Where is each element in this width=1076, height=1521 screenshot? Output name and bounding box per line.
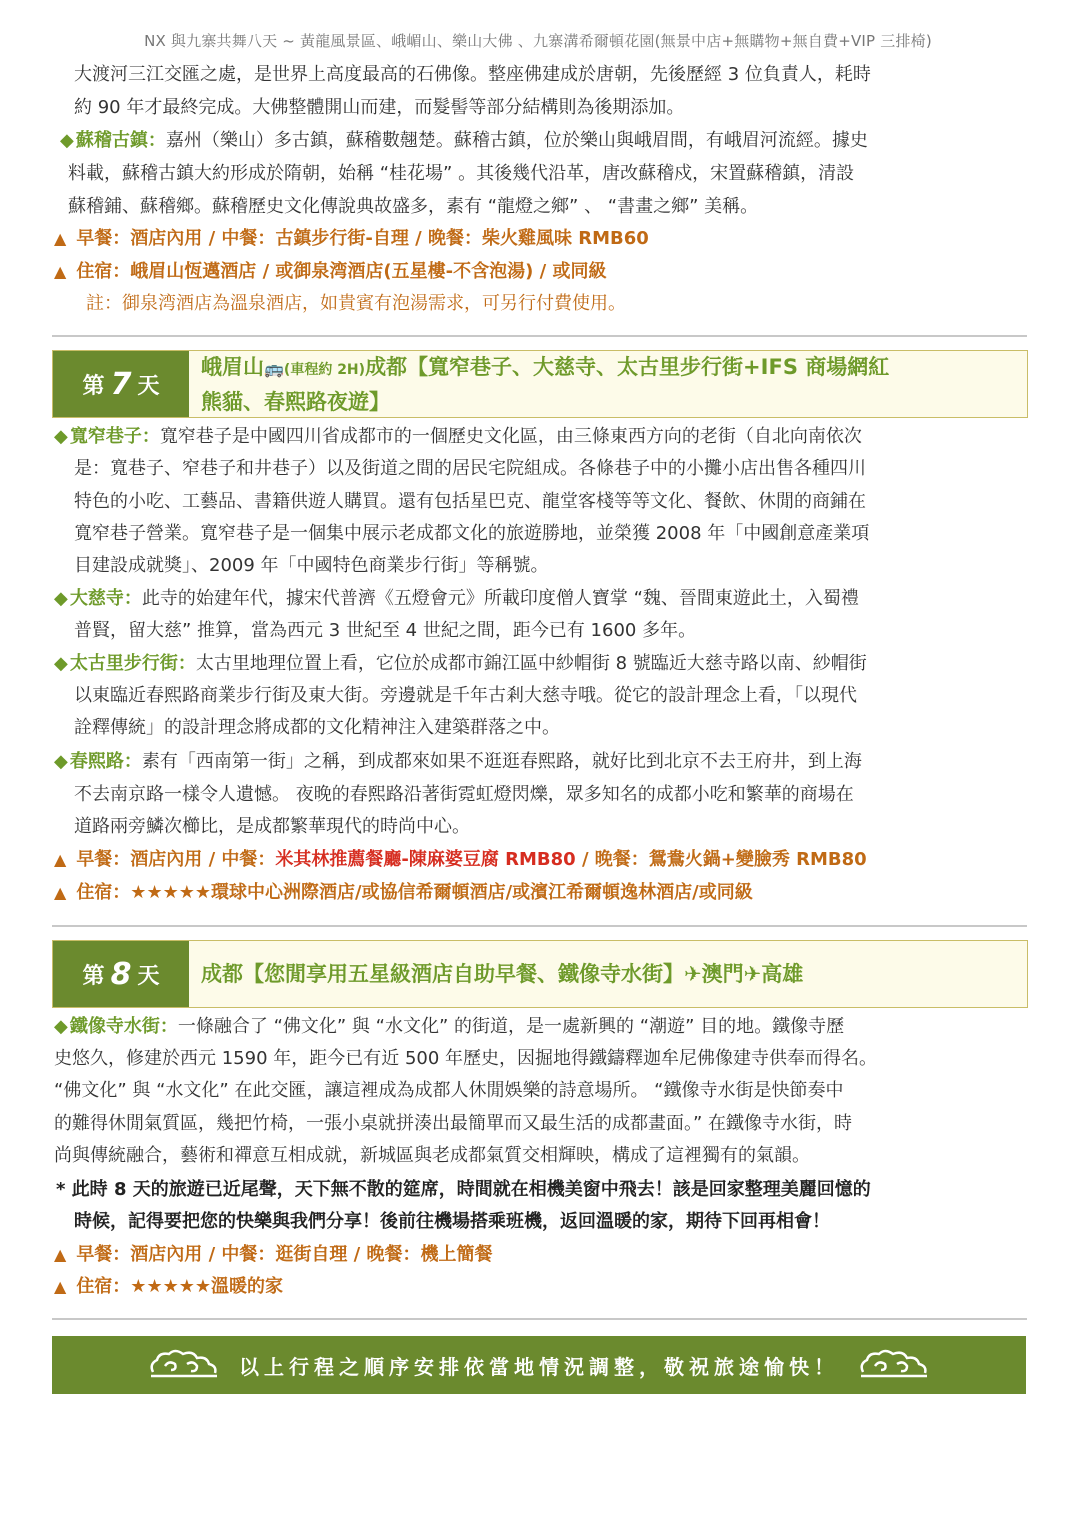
paragraph-line: 以東臨近春熙路商業步行街及東大街。旁邊就是千年古剎大慈寺哦。從它的設計理念上看，「以現代 (74, 685, 857, 706)
attraction-chunxi: ◆ 春熙路：素有「西南第一街」之稱，到成都來如果不逛逛春熙路，就好比到北京不去王府井，到上海 (54, 751, 862, 772)
attraction-text: 嘉州（樂山）多古鎮，蘇稽數翹楚。蘇稽古鎮，位於樂山與峨眉間，有峨眉河流經。據史 (165, 130, 868, 151)
diamond-bullet-icon: ◆ (54, 653, 68, 674)
triangle-bullet-icon: ▲ (54, 1245, 67, 1264)
day-label: 第 8 天 (53, 941, 189, 1007)
meals-line: ▲ 早餐：酒店內用 / 中餐：米其林推薦餐廳-陳麻婆豆腐 RMB80 / 晚餐：鴛鴦火鍋+變臉秀 RMB80 (54, 849, 867, 870)
footer-text: 以上行程之順序安排依當地情況調整，敬祝旅途愉快！ (239, 1354, 839, 1379)
triangle-bullet-icon: ▲ (54, 1277, 67, 1296)
day-number: 8 (110, 956, 132, 992)
footer-banner (52, 1336, 1026, 1394)
paragraph-line: 史悠久，修建於西元 1590 年，距今已有近 500 年歷史，因掘地得鐵鑄釋迦牟尼佛像建寺供奉而得名。 (54, 1048, 878, 1069)
paragraph-line: 不去南京路一樣令人遺憾。 夜晚的春熙路沿著街霓虹燈閃爍，眾多知名的成都小吃和繁華的商場在 (74, 784, 854, 805)
triangle-bullet-icon: ▲ (54, 262, 67, 281)
paragraph-line: 普賢，留大慈” 推算，當為西元 3 世紀至 4 世紀之間，距今已有 1600 多年。 (74, 620, 697, 641)
paragraph-line: 寬窄巷子營業。寬窄巷子是一個集中展示老成都文化的旅遊勝地，並榮獲 2008 年「中國創意產業項 (74, 523, 870, 544)
page-header: NX 與九寨共舞八天 ~ 黃龍風景區、峨嵋山、樂山大佛 、九寨溝希爾頓花園(無景中店+無購物+無自費+VIP 三排椅) (144, 32, 932, 50)
diamond-bullet-icon: ◆ (54, 588, 68, 609)
day-title: 成都【您閒享用五星級酒店自助早餐、鐵像寺水街】✈澳門✈高雄 (201, 962, 804, 986)
paragraph-line: 的難得休閒氣質區，幾把竹椅，一張小桌就拼湊出最簡單而又最生活的成都畫面。” 在鐵像寺水街，時 (54, 1113, 853, 1134)
paragraph-line: 大渡河三江交匯之處，是世界上高度最高的石佛像。整座佛建成於唐朝，先後歷經 3 位負責人，耗時 (74, 64, 871, 85)
auspicious-cloud-icon (857, 1346, 931, 1385)
diamond-bullet-icon: ◆ (54, 1016, 68, 1037)
diamond-bullet-icon: ◆ (54, 751, 68, 772)
attraction-sujī (60, 124, 1026, 157)
paragraph-line: 目建設成就獎」、2009 年「中國特色商業步行街」等稱號。 (74, 555, 549, 576)
closing-message-line: * 此時 8 天的旅遊已近尾聲，天下無不散的筵席，時間就在相機美窗中飛去！該是回家整理美麗回憶的 (56, 1179, 871, 1200)
attraction-taikoo: ◆ 太古里步行街：太古里地理位置上看，它位於成都市錦江區中紗帽街 8 號臨近大慈寺路以南、紗帽街 (54, 653, 867, 674)
day-number: 7 (110, 366, 132, 402)
hotel-note: 註：御泉湾酒店為溫泉酒店，如貴賓有泡湯需求，可另行付費使用。 (86, 293, 626, 314)
paragraph-line: 尚與傳統融合，藝術和禪意互相成就，新城區與老成都氣質交相輝映，構成了這裡獨有的氣韻。 (54, 1145, 810, 1166)
paragraph-line: 約 90 年才最終完成。大佛整體開山而建，而髮髻等部分結構則為後期添加。 (74, 97, 685, 118)
hotel-line: ▲ 住宿：★★★★★環球中心洲際酒店/或協信希爾頓酒店/或濱江希爾頓逸林酒店/或同級 (54, 882, 753, 903)
day-8-header (52, 940, 1028, 1008)
michelin-lunch: 米其林推薦餐廳-陳麻婆豆腐 RMB80 (275, 849, 576, 870)
paragraph-line: 道路兩旁鱗次櫛比，是成都繁華現代的時尚中心。 (74, 816, 470, 837)
diamond-bullet-icon: ◆ (60, 130, 74, 151)
paragraph-line: 蘇稽鋪、蘇稽鄉。蘇稽歷史文化傳說典故盛多，素有 “龍燈之鄉” 、 “書畫之鄉” 美稱。 (68, 196, 759, 217)
hotel-line: ▲ 住宿：★★★★★溫暖的家 (54, 1276, 283, 1297)
paragraph-line: 詮釋傳統」的設計理念將成都的文化精神注入建築群落之中。 (74, 717, 560, 738)
paragraph-line: “佛文化” 與 “水文化” 在此交匯，讓這裡成為成都人休閒娛樂的詩意場所。 “鐵像寺水街是快節奏中 (54, 1080, 844, 1101)
hotel-line: ▲ 住宿：峨眉山恆邁酒店 / 或御泉湾酒店(五星樓-不含泡湯) / 或同級 (54, 261, 607, 282)
attraction-tiexiang: ◆ 鐵像寺水街：一條融合了 “佛文化” 與 “水文化” 的街道，是一處新興的 “潮遊” 目的地。鐵像寺歷 (54, 1016, 845, 1037)
bus-icon: 🚌 (264, 358, 284, 378)
triangle-bullet-icon: ▲ (54, 229, 67, 248)
divider (52, 1318, 1027, 1320)
triangle-bullet-icon: ▲ (54, 850, 67, 869)
paragraph-line: 料載，蘇稽古鎮大約形成於隋朝，始稱 “桂花場” 。其後幾代沿革，唐改蘇稽戍，宋置蘇稽鎮，清設 (68, 163, 855, 184)
meals-line: ▲ 早餐：酒店內用 / 中餐：逛街自理 / 晚餐：機上簡餐 (54, 1244, 493, 1265)
attraction-kuanzhai: ◆ 寬窄巷子：寬窄巷子是中國四川省成都市的一個歷史文化區，由三條東西方向的老街（自北向南依次 (54, 426, 862, 447)
meals-line: ▲ 早餐：酒店內用 / 中餐：古鎮步行街-自理 / 晚餐：柴火雞風味 RMB60 (54, 228, 649, 249)
attraction-daci: ◆ 大慈寺：此寺的始建年代，據宋代普濟《五燈會元》所載印度僧人寶掌 “魏、晉間東遊此土，入蜀禮 (54, 588, 859, 609)
paragraph-line: 特色的小吃、工藝品、書籍供遊人購買。還有包括星巴克、龍堂客棧等等文化、餐飲、休閒的商鋪在 (74, 491, 866, 512)
divider (52, 335, 1027, 337)
diamond-bullet-icon: ◆ (54, 426, 68, 447)
day-7-header (52, 350, 1028, 418)
auspicious-cloud-icon (147, 1346, 221, 1385)
day-label: 第 7 天 (53, 351, 189, 417)
day-title: 峨眉山🚌(車程約 2H)成都【寬窄巷子、大慈寺、太古里步行街+IFS 商場網紅 熊貓、春熙路夜遊】 (201, 354, 890, 414)
triangle-bullet-icon: ▲ (54, 883, 67, 902)
attraction-name: 蘇稽古鎮： (75, 130, 166, 151)
divider (52, 925, 1027, 927)
closing-message-line: 時候，記得要把您的快樂與我們分享！後前往機場搭乘班機，返回溫暖的家，期待下回再相會！ (74, 1211, 830, 1232)
paragraph-line: 是：寬巷子、窄巷子和井巷子）以及街道之間的居民宅院組成。各條巷子中的小攤小店出售各種四川 (74, 458, 866, 479)
